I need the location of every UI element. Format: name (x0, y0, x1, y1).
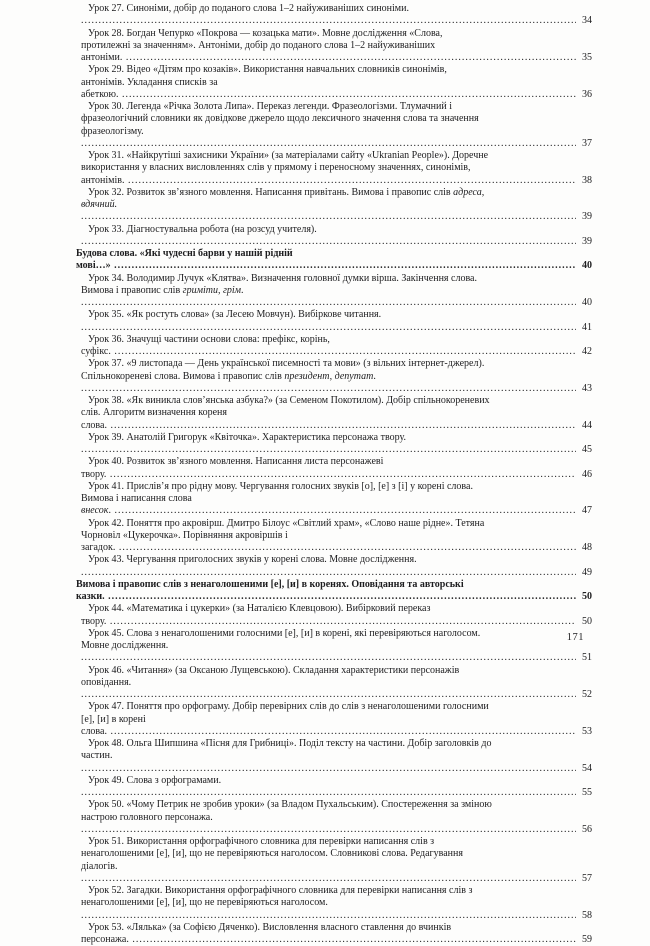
toc-entry (81, 799, 592, 836)
toc-entry-page-number: 42 (576, 346, 592, 358)
toc-entry (81, 738, 592, 775)
toc-entry (81, 665, 592, 702)
toc-entry-page-number: 52 (576, 689, 592, 701)
toc-entry (81, 885, 592, 922)
folio-page-number: 171 (566, 632, 584, 643)
toc-entry-text: Урок 50. «Чому Петрик не зробив уроки» (за Владом Пухальським). Спостереження за зміною настрою головного персонажа. ..... (81, 799, 592, 835)
toc-entry (81, 150, 592, 187)
toc-entry-page-number: 35 (576, 52, 592, 64)
toc-entry-text: Урок 28. Богдан Чепурко «Покрова — козацька мати». Мовне дослідження «Слова, протилежні за значенням». Антоніми, добір до поданого слова 1–2 найуживаніших антоніми. ..... (81, 28, 592, 64)
toc-entry-page-number: 41 (576, 322, 592, 334)
toc-entry-text: Урок 31. «Найкрутіші захисники України» (за матеріалами сайту «Ukranian People»). Доречне використання у власних висловленнях слів у прямому і переносному значеннях, синонімів, антонімів. ..... (81, 150, 592, 186)
toc-entry (81, 432, 592, 457)
toc-entry (81, 603, 592, 628)
toc-entry-page-number: 58 (576, 910, 592, 922)
toc-entry-page-number: 55 (576, 787, 592, 799)
toc-entry-text: Урок 44. «Математика і цукерки» (за Наталією Клевцовою). Вибірковий переказ твору. ..... (81, 603, 592, 626)
toc-entry (76, 579, 592, 604)
toc-entry (81, 922, 592, 946)
toc-entry-text: Урок 38. «Як виникла слов’янська азбука?» (за Семеном Покотилом). Добір спільнокореневих слів. Алгоритм визначення кореня слова. ..... (81, 395, 592, 431)
toc-entry (81, 701, 592, 738)
toc-entry-page-number: 50 (576, 616, 592, 628)
toc-entry-page-number: 48 (576, 542, 592, 554)
toc-entry (81, 3, 592, 28)
toc-entry (81, 358, 592, 395)
toc-entry-page-number: 40 (576, 297, 592, 309)
toc-entry (81, 395, 592, 432)
toc-entry-text: Урок 32. Розвиток зв’язного мовлення. Написання привітань. Вимова і правопис слів адреса, вдячний. ..... (81, 187, 592, 223)
toc-entry-text: Урок 48. Ольга Шипшина «Пісня для Грибниці». Поділ тексту на частини. Добір заголовків до частин. ..... (81, 738, 592, 774)
toc-entry (81, 775, 592, 800)
toc-entry-text: Будова слова. «Які чудесні барви у нашій рідній мові…» ..... (76, 248, 592, 271)
toc-entry-text: Урок 40. Розвиток зв’язного мовлення. Написання листа персонажеві твору. ..... (81, 456, 592, 479)
toc-entry-page-number: 57 (576, 873, 592, 885)
toc-entry (81, 224, 592, 249)
toc-entry-page-number: 36 (576, 89, 592, 101)
toc-entry-text: Урок 33. Діагностувальна робота (на розсуд учителя). ..... (81, 224, 592, 247)
toc-entry-page-number: 56 (576, 824, 592, 836)
toc-entry (81, 187, 592, 224)
toc-entry (81, 101, 592, 150)
toc-entry-text: Урок 52. Загадки. Використання орфографічного словника для перевірки написання слів з ненаголошеними [е], [и], що не перевіряються наголосом. ..... (81, 885, 592, 921)
toc-entry-text: Урок 27. Синоніми, добір до поданого слова 1–2 найуживаніших синоніми. ..... (81, 3, 592, 26)
toc-entry (81, 554, 592, 579)
toc-entry (81, 836, 592, 885)
toc-entry-text: Урок 29. Відео «Дітям про козаків». Використання навчальних словників синонімів, антонімів. Укладання списків за абеткою. ..... (81, 64, 592, 100)
toc-entry-text: Вимова і правопис слів з ненаголошеними [е], [и] в коренях. Оповідання та авторські казки. ..... (76, 579, 592, 602)
toc-entry-page-number: 38 (576, 175, 592, 187)
toc-entry (81, 64, 592, 101)
toc-entry-text: Урок 30. Легенда «Річка Золота Липа». Переказ легенди. Фразеологізми. Тлумачний і фразеологічний словники як довідкове джерело щодо лексичного значення слова та значення фразеологізму. ..... (81, 101, 592, 149)
toc-entry-page-number: 50 (576, 591, 592, 603)
toc-entry-page-number: 54 (576, 763, 592, 775)
toc-entry-text: Урок 34. Володимир Лучук «Клятва». Визначення головної думки вірша. Закінчення слова. Вимова і правопис слів гриміти, грім. ..... (81, 273, 592, 309)
toc-entry-text: Урок 49. Слова з орфограмами. ..... (81, 775, 592, 798)
toc-entry (81, 628, 592, 665)
toc-entry-page-number: 59 (576, 934, 592, 946)
table-of-contents (76, 3, 592, 946)
toc-entry-page-number: 47 (576, 505, 592, 517)
toc-entry-text: Урок 46. «Читання» (за Оксаною Лущевською). Складання характеристики персонажів оповідання. ..... (81, 665, 592, 701)
toc-entry-page-number: 53 (576, 726, 592, 738)
toc-entry-page-number: 39 (576, 211, 592, 223)
toc-entry (76, 248, 592, 273)
toc-entry (81, 518, 592, 555)
toc-entry (81, 481, 592, 518)
toc-entry-page-number: 45 (576, 444, 592, 456)
toc-entry (81, 334, 592, 359)
toc-entry-text: Урок 41. Прислів’я про рідну мову. Чергування голосних звуків [о], [е] з [і] у корені слова. Вимова і написання слова внесок. ..... (81, 481, 592, 517)
toc-entry-page-number: 51 (576, 652, 592, 664)
toc-entry-page-number: 43 (576, 383, 592, 395)
toc-entry-text: Урок 37. «9 листопада — День української писемності та мови» (з вільних інтернет-джерел). Спільнокореневі слова. Вимова і правопис слів президент, депутат. ..... (81, 358, 592, 394)
toc-entry-text: Урок 51. Використання орфографічного словника для перевірки написання слів з ненаголошеними [е], [и], що не перевіряються наголосом. Словникові слова. Редагування діалогів. ..... (81, 836, 592, 884)
toc-entry-page-number: 49 (576, 567, 592, 579)
toc-entry-page-number: 44 (576, 420, 592, 432)
toc-entry-text: Урок 36. Значущі частини основи слова: префікс, корінь, суфікс. ..... (81, 334, 592, 357)
toc-entry-text: Урок 43. Чергування приголосних звуків у корені слова. Мовне дослідження. ..... (81, 554, 592, 577)
toc-entry-page-number: 34 (576, 15, 592, 27)
toc-entry-text: Урок 53. «Лялька» (за Софією Дяченко). Висловлення власного ставлення до вчинків персонажа. ..... (81, 922, 592, 945)
toc-entry-text: Урок 42. Поняття про акровірш. Дмитро Білоус «Світлий храм», «Слово наше рідне». Тетяна Чорновіл «Цукерочка». Порівняння акровіршів і загадок. ..... (81, 518, 592, 554)
toc-entry (81, 273, 592, 310)
toc-entry-page-number: 40 (576, 260, 592, 272)
toc-entry-page-number: 46 (576, 469, 592, 481)
toc-entry-page-number: 37 (576, 138, 592, 150)
toc-entry (81, 28, 592, 65)
toc-entry-text: Урок 39. Анатолій Григорук «Квіточка». Характеристика персонажа твору. ..... (81, 432, 592, 455)
toc-entry (81, 309, 592, 334)
toc-entry-text: Урок 47. Поняття про орфограму. Добір перевірних слів до слів з ненаголошеними голосними [е], [и] в корені слова. ..... (81, 701, 592, 737)
toc-entry-page-number: 39 (576, 236, 592, 248)
toc-entry-text: Урок 45. Слова з ненаголошеними голосними [е], [и] в корені, які перевіряються наголосом. Мовне дослідження. ..... (81, 628, 592, 664)
toc-entry (81, 456, 592, 481)
toc-entry-text: Урок 35. «Як ростуть слова» (за Лесею Мовчун). Вибіркове читання. ..... (81, 309, 592, 332)
